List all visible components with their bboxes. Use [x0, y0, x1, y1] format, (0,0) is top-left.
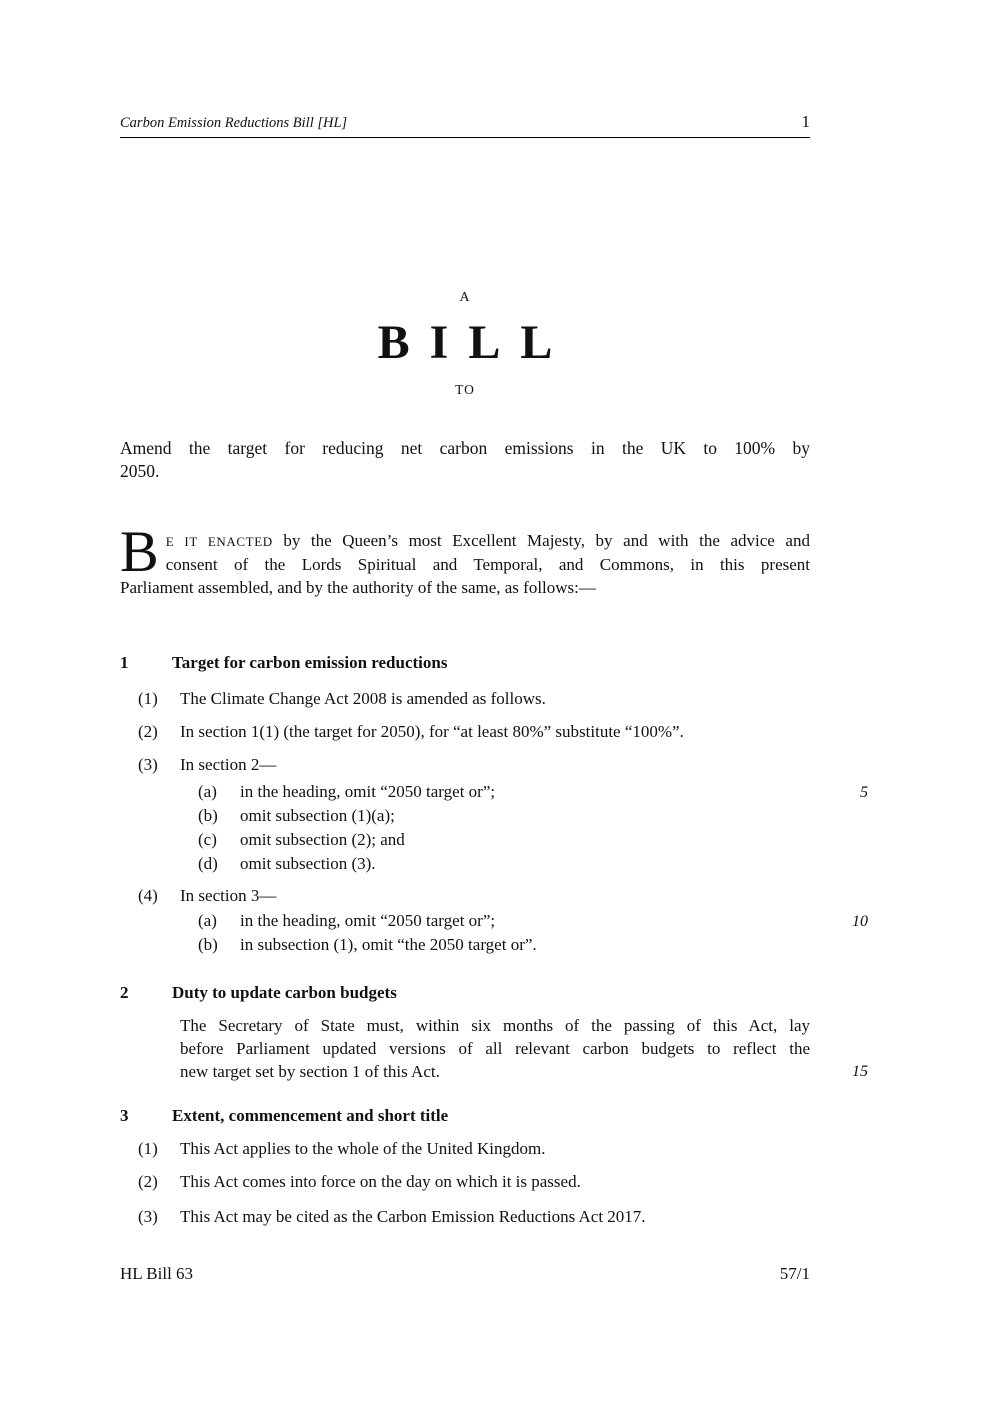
section-number: 1 — [120, 653, 129, 672]
section-title: Extent, commencement and short title — [172, 1106, 449, 1125]
running-header — [120, 112, 810, 138]
enacting-clause — [120, 519, 810, 599]
subsection-number: (3) — [138, 755, 158, 774]
paragraph-text: omit subsection (2); and — [240, 830, 405, 849]
long-title-line-1: Amend the target for reducing net carbon emissions in the UK to 100% by — [120, 438, 810, 458]
paragraph-row — [120, 852, 810, 876]
section-title: Target for carbon emission reductions — [172, 653, 448, 672]
line-number: 15 — [852, 1063, 868, 1080]
subsection-row — [120, 1205, 810, 1228]
subsection-row — [120, 1170, 810, 1193]
section-1-heading — [120, 651, 810, 674]
enacting-lead: E IT ENACTED — [165, 534, 273, 549]
paragraph-row — [120, 828, 810, 852]
paragraph-text: in subsection (1), omit “the 2050 target or”. — [240, 935, 537, 954]
section-number: 2 — [120, 983, 129, 1002]
print-reference: 57/1 — [779, 1264, 810, 1283]
paragraph-row — [120, 780, 868, 804]
paragraph-letter: (d) — [198, 854, 218, 873]
section-3-heading — [120, 1104, 810, 1127]
subsection-text: In section 3— — [180, 886, 277, 905]
paragraph-list — [120, 780, 868, 876]
body-line: new target set by section 1 of this Act. — [180, 1062, 440, 1081]
bill-body — [120, 651, 868, 1228]
subsection-text: The Climate Change Act 2008 is amended as follows. — [180, 689, 546, 708]
subsection-text: This Act may be cited as the Carbon Emission Reductions Act 2017. — [180, 1207, 646, 1226]
enacting-line-1 — [120, 529, 810, 553]
long-title — [120, 437, 810, 483]
section-2-body — [180, 1014, 868, 1083]
page-footer — [120, 1264, 810, 1284]
running-title: Carbon Emission Reductions Bill [HL] — [120, 115, 348, 131]
subsection-text: In section 1(1) (the target for 2050), for “at least 80%” substitute “100%”. — [180, 722, 684, 741]
line-number: 10 — [852, 913, 868, 930]
paragraph-row — [120, 933, 810, 957]
long-title-line-2: 2050. — [120, 461, 160, 481]
subsection-row — [120, 753, 810, 776]
article-label: A — [459, 290, 471, 305]
section-title: Duty to update carbon budgets — [172, 983, 397, 1002]
section-2-heading — [120, 981, 810, 1004]
paragraph-list — [120, 909, 868, 957]
subsection-text: This Act applies to the whole of the United Kingdom. — [180, 1139, 546, 1158]
section-number: 3 — [120, 1106, 129, 1125]
paragraph-text: in the heading, omit “2050 target or”; — [240, 911, 496, 930]
body-line: The Secretary of State must, within six months of the passing of this Act, lay — [180, 1016, 810, 1035]
paragraph-letter: (a) — [198, 911, 217, 930]
paragraph-text: omit subsection (1)(a); — [240, 806, 395, 825]
subsection-number: (1) — [138, 689, 158, 708]
bill-reference: HL Bill 63 — [120, 1264, 194, 1283]
body-line: before Parliament updated versions of all relevant carbon budgets to reflect the — [180, 1039, 810, 1058]
paragraph-row — [120, 909, 868, 933]
subsection-number: (1) — [138, 1139, 158, 1158]
subsection-row — [120, 1137, 810, 1160]
paragraph-letter: (b) — [198, 935, 218, 954]
subsection-row — [120, 884, 810, 907]
page-number: 1 — [801, 112, 810, 131]
enacting-line-2: consent of the Lords Spiritual and Temporal, and Commons, in this present — [165, 555, 810, 574]
subsection-number: (4) — [138, 886, 158, 905]
to-label: TO — [455, 382, 475, 397]
enacting-line-3: Parliament assembled, and by the authority of the same, as follows:— — [120, 578, 596, 597]
paragraph-row — [120, 804, 810, 828]
bill-title: BILL — [377, 316, 573, 369]
enacting-line-1-rest: by the Queen’s most Excellent Majesty, by and with the advice and — [272, 531, 810, 550]
paragraph-text: in the heading, omit “2050 target or”; — [240, 782, 496, 801]
line-number: 5 — [860, 784, 868, 801]
subsection-number: (2) — [138, 1172, 158, 1191]
subsection-text: This Act comes into force on the day on which it is passed. — [180, 1172, 581, 1191]
subsection-number: (3) — [138, 1207, 158, 1226]
subsection-row — [120, 687, 810, 710]
paragraph-letter: (a) — [198, 782, 217, 801]
drop-cap: B — [120, 519, 159, 584]
title-block — [120, 288, 810, 399]
paragraph-letter: (c) — [198, 830, 217, 849]
subsection-number: (2) — [138, 722, 158, 741]
subsection-text: In section 2— — [180, 755, 277, 774]
paragraph-text: omit subsection (3). — [240, 854, 376, 873]
subsection-row — [120, 720, 810, 743]
paragraph-letter: (b) — [198, 806, 218, 825]
page-content — [120, 112, 868, 1284]
